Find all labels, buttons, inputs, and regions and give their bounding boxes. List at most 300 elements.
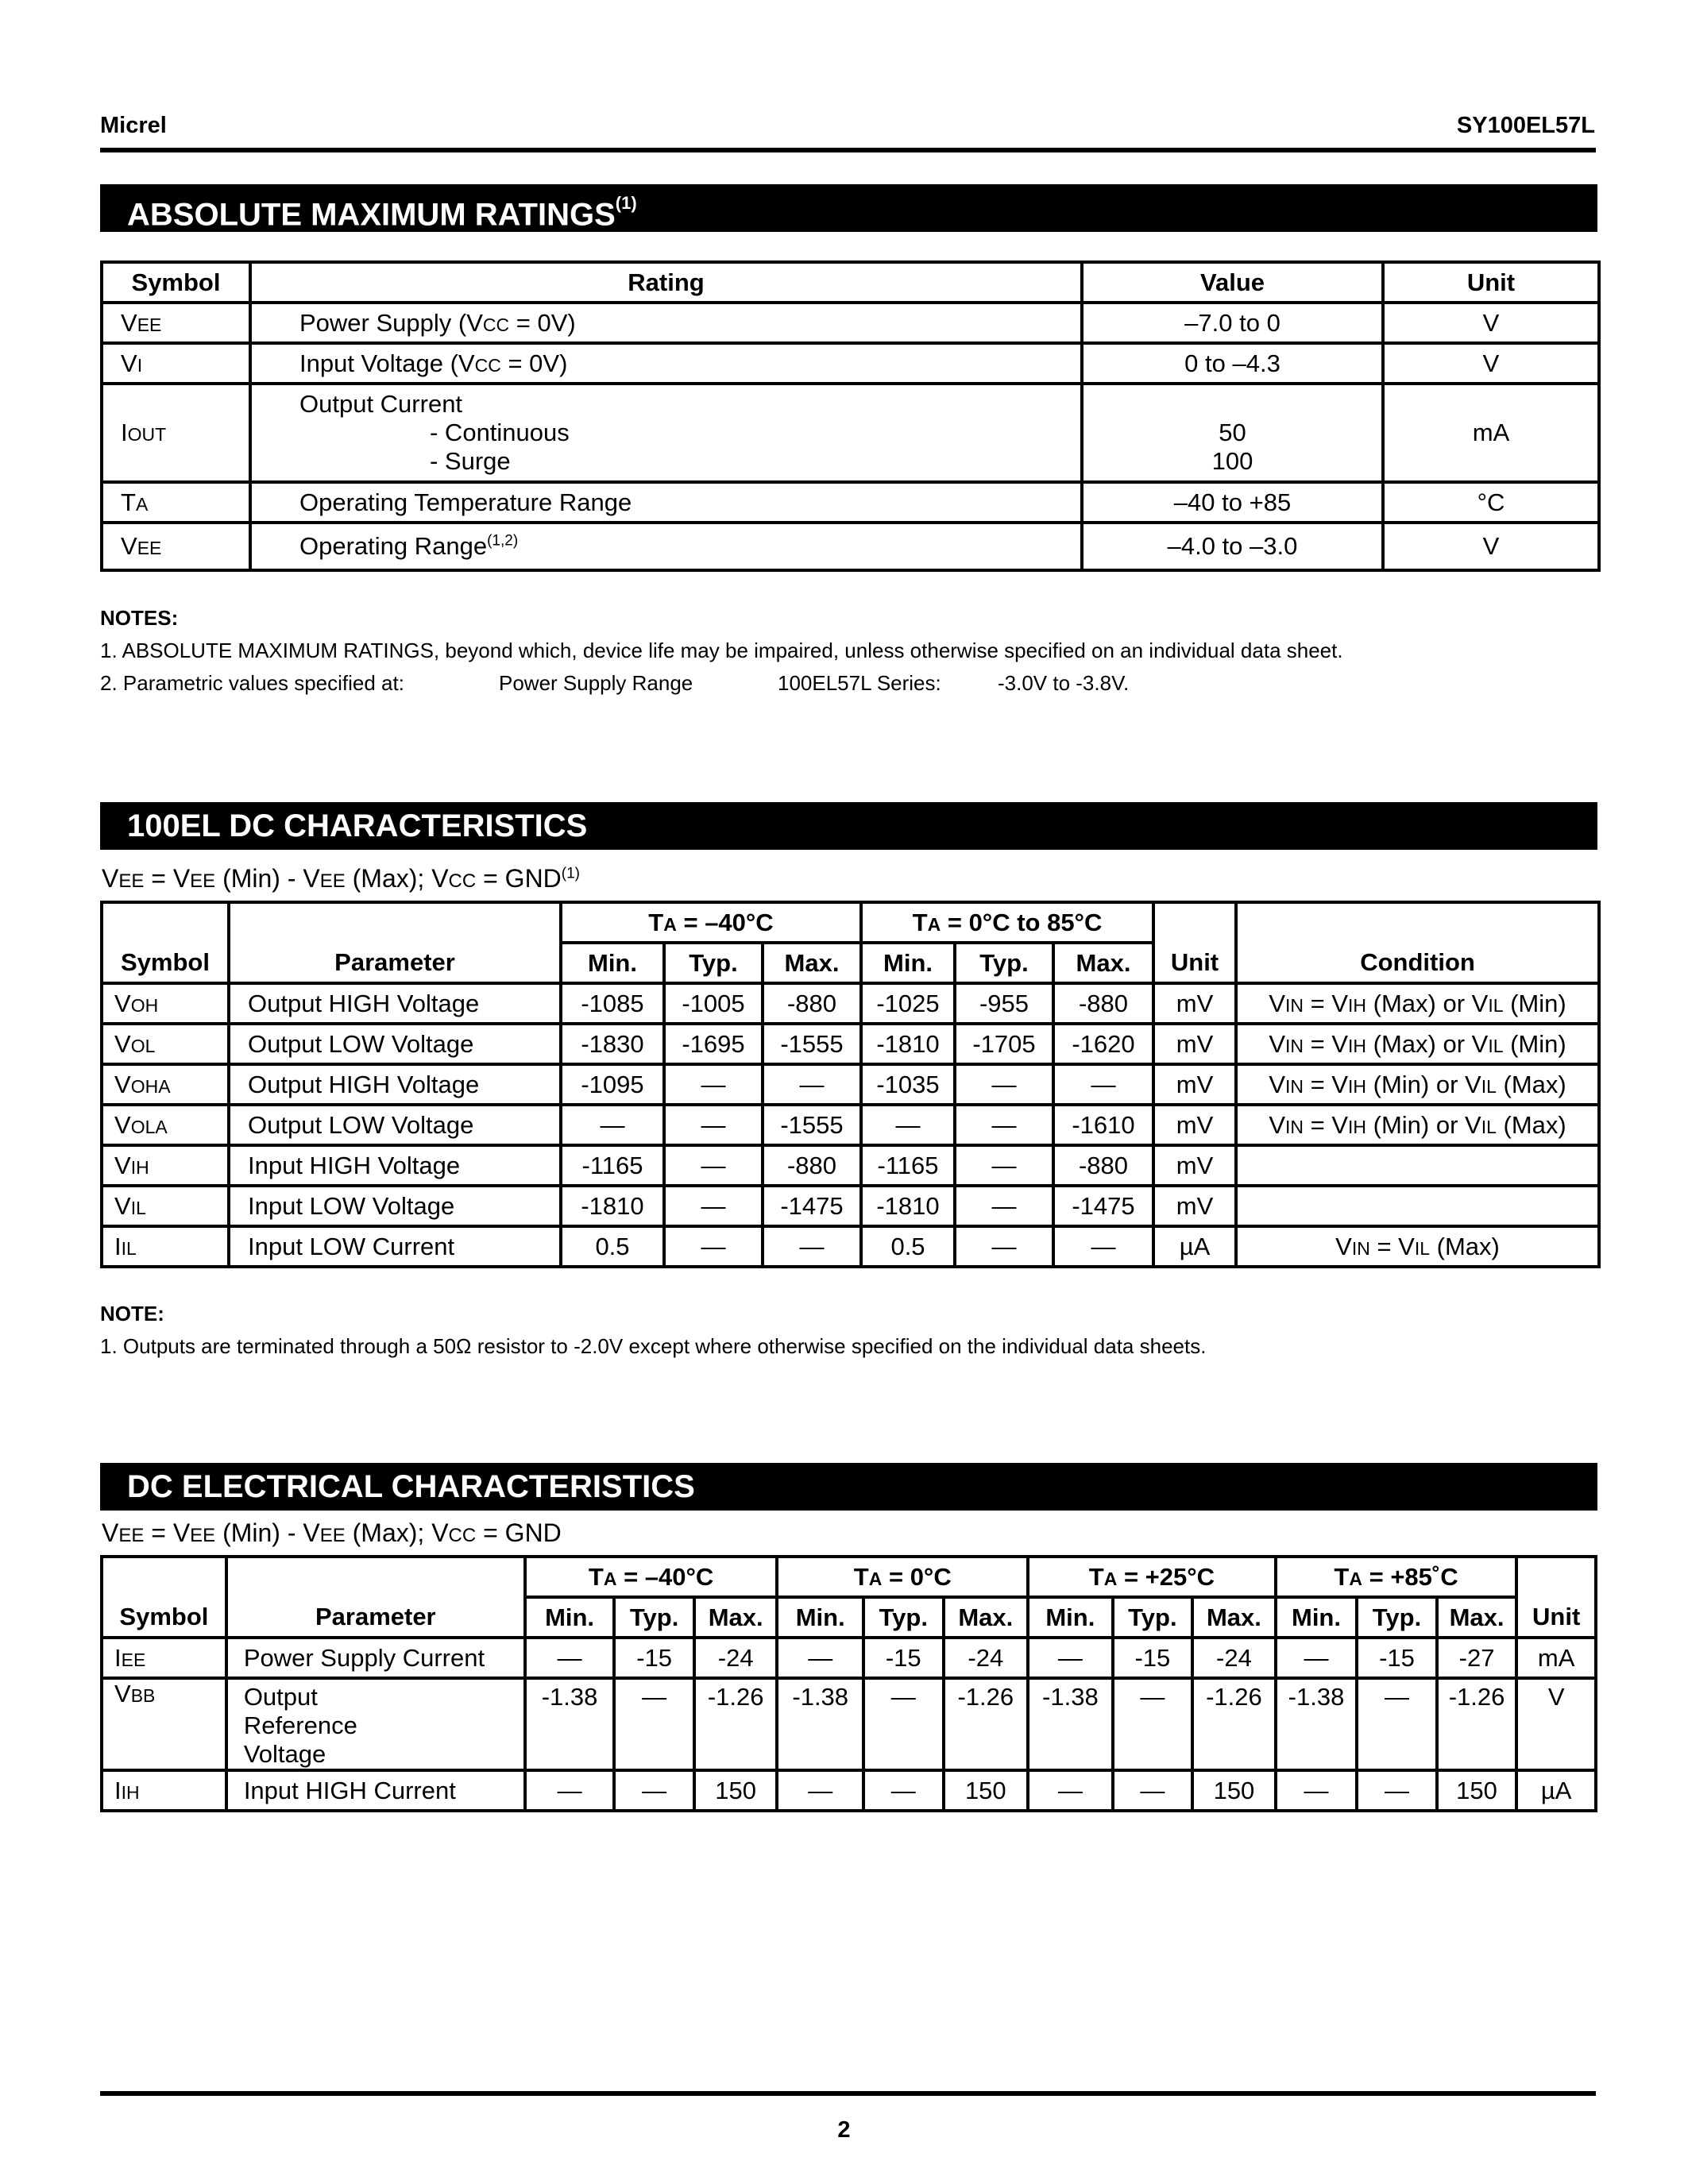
condition-text: V <box>102 1518 119 1547</box>
parameter-cell <box>226 1638 525 1678</box>
parameter-cell <box>229 983 561 1024</box>
col-unit: Unit <box>1153 902 1236 983</box>
table-row <box>102 1105 1599 1145</box>
temp-group-text: T <box>853 1562 869 1591</box>
symbol-sub: IL <box>121 1237 137 1259</box>
value-text: — <box>1385 1776 1410 1804</box>
symbol-sub: OLA <box>130 1116 168 1137</box>
value-cell <box>763 983 861 1024</box>
condition-text: = V <box>1304 1110 1349 1139</box>
value-cell <box>1113 1770 1193 1811</box>
condition-text: (Min) - V <box>215 1518 320 1547</box>
col-typ: Typ. <box>1113 1597 1193 1638</box>
note-1: 1. Outputs are terminated through a 50Ω resistor to -2.0V except where otherwise specified on the individual data sheets. <box>100 1334 1207 1358</box>
table-row <box>102 1064 1599 1105</box>
value-cell <box>1276 1770 1358 1811</box>
unit-text: mA <box>1537 1643 1575 1672</box>
value-text: — <box>1140 1776 1165 1804</box>
unit-text: µA <box>1179 1232 1211 1260</box>
condition-text: = GND <box>476 1518 562 1547</box>
value-cell <box>777 1678 863 1770</box>
dc100el-banner <box>100 802 1597 850</box>
symbol-cell <box>102 482 250 523</box>
value-cell <box>944 1638 1029 1678</box>
symbol-text: T <box>121 488 136 516</box>
unit-text: °C <box>1477 488 1505 516</box>
temp-group-text: = 0°C <box>882 1562 952 1591</box>
value-cell <box>1053 1064 1153 1105</box>
value-text: -1.38 <box>541 1683 598 1711</box>
condition-sub: IL <box>1488 1035 1504 1056</box>
value-cell <box>1192 1770 1276 1811</box>
value-cell <box>763 1024 861 1064</box>
condition-sub: EE <box>319 870 346 892</box>
value-text: -1.26 <box>707 1683 764 1711</box>
symbol-text: V <box>114 1070 131 1098</box>
rating-ref: (1,2) <box>487 532 519 550</box>
value-text: — <box>1057 1643 1083 1672</box>
symbol-text: I <box>114 1643 122 1672</box>
unit-text: V <box>1547 1683 1565 1711</box>
value-text: — <box>701 1191 726 1220</box>
value-text: — <box>701 1070 726 1098</box>
value-text: -24 <box>968 1643 1004 1672</box>
unit-cell <box>1516 1770 1596 1811</box>
note-heading: NOTE: <box>100 1302 164 1325</box>
value-cell <box>763 1186 861 1226</box>
rating-line: - Continuous <box>430 419 570 446</box>
temp-group-0-to-85 <box>861 902 1153 943</box>
unit-cell <box>1383 482 1599 523</box>
value-cell <box>664 1226 763 1267</box>
parameter-text: Output LOW Voltage <box>248 1029 474 1058</box>
condition-text: (Max) <box>1496 1110 1566 1139</box>
table-row <box>102 1186 1599 1226</box>
temp-group-text: T <box>1334 1562 1350 1591</box>
condition-sub: EE <box>118 1525 145 1546</box>
condition-sub: IN <box>1285 1035 1304 1056</box>
value-text: -15 <box>636 1643 673 1672</box>
dc100el-notes <box>100 1298 1206 1363</box>
symbol-sub: OL <box>130 1035 156 1056</box>
unit-text: mV <box>1176 989 1214 1017</box>
symbol-cell <box>102 1678 226 1770</box>
symbol-cell <box>102 1064 229 1105</box>
parameter-text: Output HIGH Voltage <box>248 1070 480 1098</box>
unit-cell <box>1153 983 1236 1024</box>
symbol-sub: BB <box>130 1685 156 1706</box>
condition-sub: IL <box>1488 994 1504 1016</box>
condition-cell <box>1236 1105 1599 1145</box>
condition-sub: IN <box>1285 1116 1304 1137</box>
symbol-cell <box>102 523 250 570</box>
value-text: -880 <box>786 989 837 1017</box>
value-text: 150 <box>1456 1776 1497 1804</box>
value-cell <box>664 983 763 1024</box>
condition-sub: EE <box>118 870 145 892</box>
note-1: 1. ABSOLUTE MAXIMUM RATINGS, beyond which, device life may be impaired, unless otherwise specified on an individual data sheet. <box>100 639 1343 662</box>
temp-group-text: T <box>588 1562 604 1591</box>
value-text: — <box>991 1110 1017 1139</box>
symbol-sub: A <box>135 493 149 515</box>
page-number: 2 <box>837 2117 851 2143</box>
table-row <box>102 482 1599 523</box>
temp-group-plus25 <box>1028 1557 1276 1597</box>
dc100el-title: 100EL DC CHARACTERISTICS <box>127 808 588 843</box>
value-cell <box>861 1145 955 1186</box>
value-cell <box>861 1186 955 1226</box>
rating-text: Operating Range <box>299 532 488 560</box>
temp-group-sub: A <box>868 1568 883 1589</box>
condition-text: = V <box>144 1518 191 1547</box>
value-text: -1830 <box>581 1029 644 1058</box>
value-cell <box>955 1186 1053 1226</box>
value-text: –4.0 to –3.0 <box>1167 532 1298 560</box>
unit-text: mV <box>1176 1029 1214 1058</box>
note-2 <box>100 667 1343 700</box>
temp-group-sub: A <box>603 1568 617 1589</box>
symbol-cell <box>102 1186 229 1226</box>
col-parameter: Parameter <box>229 902 561 983</box>
symbol-text: V <box>114 1029 131 1058</box>
condition-text: (Min) or V <box>1366 1070 1481 1098</box>
condition-sub: IH <box>1348 994 1367 1016</box>
value-text: -1620 <box>1072 1029 1135 1058</box>
value-cell <box>561 1186 664 1226</box>
note-2-text: 2. Parametric values specified at: <box>100 671 404 695</box>
parameter-cell <box>229 1105 561 1145</box>
value-cell <box>525 1770 615 1811</box>
condition-sub: IN <box>1285 1075 1304 1097</box>
value-text: -1095 <box>581 1070 644 1098</box>
parameter-cell <box>229 1024 561 1064</box>
dcelec-title: DC ELECTRICAL CHARACTERISTICS <box>127 1469 695 1504</box>
condition-text: V <box>1269 1110 1285 1139</box>
value-text: -1.26 <box>1206 1683 1262 1711</box>
value-cell <box>863 1638 944 1678</box>
value-text: -27 <box>1458 1643 1495 1672</box>
value-text: -1025 <box>876 989 940 1017</box>
condition-text: = GND <box>476 864 562 893</box>
condition-cell <box>1236 1145 1599 1186</box>
value-text: — <box>808 1776 833 1804</box>
rating-text: Input Voltage (V <box>299 349 475 377</box>
col-min: Min. <box>777 1597 863 1638</box>
notes-heading: NOTES: <box>100 606 179 630</box>
amr-banner <box>100 184 1597 232</box>
parameter-cell <box>229 1226 561 1267</box>
symbol-sub: OHA <box>130 1075 171 1097</box>
value-cell <box>1192 1678 1276 1770</box>
note-2-range: Power Supply Range <box>499 671 693 695</box>
condition-sub: EE <box>319 1525 346 1546</box>
condition-sub: IN <box>1285 994 1304 1016</box>
value-text: -955 <box>979 989 1029 1017</box>
symbol-text: I <box>121 419 128 446</box>
table-row <box>102 384 1599 482</box>
value-cell <box>763 1064 861 1105</box>
rating-text: = 0V) <box>509 308 576 337</box>
value-cell <box>955 1064 1053 1105</box>
value-text: — <box>1385 1683 1410 1711</box>
value-cell <box>1053 1105 1153 1145</box>
value-cell <box>861 1105 955 1145</box>
amr-table-body <box>102 303 1599 570</box>
value-cell <box>955 1145 1053 1186</box>
parameter-cell <box>229 1064 561 1105</box>
condition-text: V <box>1335 1232 1352 1260</box>
part-number: SY100EL57L <box>1456 113 1595 138</box>
value-text: — <box>701 1151 726 1179</box>
symbol-sub: EE <box>137 538 162 558</box>
col-max: Max. <box>1053 943 1153 983</box>
symbol-text: V <box>114 1110 131 1139</box>
value-text: — <box>701 1232 726 1260</box>
condition-sub: EE <box>190 1525 216 1546</box>
value-text: 150 <box>964 1776 1006 1804</box>
temp-group-sub: A <box>927 913 941 935</box>
condition-text: V <box>1269 1029 1285 1058</box>
temp-group-plus85 <box>1276 1557 1517 1597</box>
value-cell <box>944 1678 1029 1770</box>
condition-text: (Min) or V <box>1366 1110 1481 1139</box>
header-rule <box>100 148 1596 152</box>
value-cell <box>763 1226 861 1267</box>
unit-cell <box>1153 1105 1236 1145</box>
col-condition: Condition <box>1236 902 1599 983</box>
temp-group-text: T <box>1088 1562 1104 1591</box>
unit-cell <box>1153 1145 1236 1186</box>
temp-group-sub: A <box>663 913 677 935</box>
rating-cell <box>250 343 1082 384</box>
symbol-cell <box>102 1226 229 1267</box>
parameter-text: Input LOW Current <box>248 1232 455 1260</box>
value-cell <box>1357 1638 1437 1678</box>
value-text: — <box>600 1110 625 1139</box>
value-text: -1.38 <box>792 1683 849 1711</box>
col-value: Value <box>1082 262 1383 303</box>
value-cell <box>763 1105 861 1145</box>
dc-electrical-characteristics-table <box>100 1555 1597 1812</box>
temp-group-text: = 0°C to 85°C <box>941 908 1103 936</box>
value-cell <box>664 1145 763 1186</box>
value-cell <box>763 1145 861 1186</box>
col-min: Min. <box>1028 1597 1113 1638</box>
rating-sub: CC <box>482 314 510 335</box>
dcelec-condition <box>102 1518 562 1548</box>
value-cell <box>614 1678 694 1770</box>
dc-characteristics-100el-table <box>100 901 1601 1268</box>
symbol-cell <box>102 1105 229 1145</box>
unit-cell <box>1516 1678 1596 1770</box>
value-text: — <box>557 1643 582 1672</box>
condition-sub: IH <box>1348 1116 1367 1137</box>
value-text: — <box>895 1110 921 1139</box>
rating-cell <box>250 303 1082 343</box>
unit-cell <box>1153 1226 1236 1267</box>
value-cell <box>1053 1024 1153 1064</box>
unit-text: V <box>1482 349 1500 377</box>
value-line <box>1088 390 1377 419</box>
value-cell <box>777 1770 863 1811</box>
condition-text: = V <box>1304 1029 1349 1058</box>
value-cell <box>1357 1678 1437 1770</box>
unit-cell <box>1383 523 1599 570</box>
col-unit: Unit <box>1383 262 1599 303</box>
value-cell <box>863 1770 944 1811</box>
parameter-text: Input HIGH Current <box>243 1776 456 1804</box>
value-text: -880 <box>1078 1151 1129 1179</box>
value-cell <box>525 1638 615 1678</box>
rating-text: Power Supply (V <box>299 308 483 337</box>
value-text: -1475 <box>1072 1191 1135 1220</box>
dcelec-table-body <box>102 1638 1596 1811</box>
rating-line: Output Current <box>299 390 463 418</box>
condition-text: (Max) or V <box>1366 1029 1489 1058</box>
condition-text: V <box>102 864 119 893</box>
condition-text: (Min) - V <box>215 864 320 893</box>
symbol-text: V <box>121 349 137 377</box>
col-symbol: Symbol <box>102 1557 226 1638</box>
temp-group-text: = –40°C <box>616 1562 714 1591</box>
rating-cell <box>250 523 1082 570</box>
rating-text: = 0V) <box>500 349 568 377</box>
condition-sub: CC <box>448 870 477 892</box>
value-text: — <box>1091 1232 1116 1260</box>
col-max: Max. <box>763 943 861 983</box>
value-cell <box>1192 1638 1276 1678</box>
value-cell <box>1053 1145 1153 1186</box>
value-text: -880 <box>786 1151 837 1179</box>
value-cell <box>1276 1678 1358 1770</box>
value-cell <box>664 1186 763 1226</box>
value-text: –40 to +85 <box>1173 488 1292 516</box>
value-text: 150 <box>715 1776 757 1804</box>
col-min: Min. <box>1276 1597 1358 1638</box>
value-text: 150 <box>1213 1776 1255 1804</box>
value-line: 100 <box>1211 447 1253 475</box>
unit-text: mA <box>1472 419 1510 446</box>
value-cell <box>955 1024 1053 1064</box>
value-text: -24 <box>1216 1643 1252 1672</box>
col-typ: Typ. <box>955 943 1053 983</box>
value-cell <box>861 1024 955 1064</box>
condition-text: = V <box>1369 1232 1415 1260</box>
rating-line: - Surge <box>430 447 511 475</box>
value-cell <box>1053 1186 1153 1226</box>
value-text: -1705 <box>972 1029 1036 1058</box>
unit-cell <box>1383 384 1599 482</box>
absolute-maximum-ratings-table <box>100 260 1601 572</box>
condition-text: (Max); V <box>345 1518 449 1547</box>
value-text: -1810 <box>581 1191 644 1220</box>
condition-cell <box>1236 1226 1599 1267</box>
value-text: — <box>1057 1776 1083 1804</box>
unit-text: V <box>1482 532 1500 560</box>
value-text: -15 <box>885 1643 921 1672</box>
value-cell <box>694 1638 778 1678</box>
amr-notes <box>100 602 1343 700</box>
value-cell <box>1082 343 1383 384</box>
value-cell <box>1082 523 1383 570</box>
condition-text: (Min) <box>1503 989 1566 1017</box>
symbol-sub: IH <box>130 1156 149 1178</box>
value-text: -1005 <box>682 989 745 1017</box>
table-row <box>102 983 1599 1024</box>
amr-title-ref: (1) <box>615 193 637 213</box>
table-row <box>102 1638 1596 1678</box>
value-text: -1810 <box>876 1029 940 1058</box>
value-text: — <box>642 1776 667 1804</box>
value-text: — <box>1140 1683 1165 1711</box>
value-text: –7.0 to 0 <box>1184 308 1280 337</box>
symbol-cell <box>102 1024 229 1064</box>
value-text: -1810 <box>876 1191 940 1220</box>
value-cell <box>1437 1638 1517 1678</box>
symbol-cell <box>102 983 229 1024</box>
value-cell <box>614 1638 694 1678</box>
value-cell <box>694 1678 778 1770</box>
temp-group-sub: A <box>1349 1568 1362 1589</box>
value-text: -1475 <box>780 1191 844 1220</box>
value-line: 50 <box>1219 419 1246 446</box>
col-min: Min. <box>561 943 664 983</box>
value-text: 0 to –4.3 <box>1184 349 1280 377</box>
parameter-text: Input LOW Voltage <box>248 1191 455 1220</box>
col-symbol: Symbol <box>102 902 229 983</box>
value-cell <box>664 1105 763 1145</box>
condition-cell <box>1236 1186 1599 1226</box>
condition-text: V <box>1269 1070 1285 1098</box>
value-text: 0.5 <box>595 1232 630 1260</box>
unit-cell <box>1383 303 1599 343</box>
condition-sub: CC <box>448 1525 477 1546</box>
condition-sub: IH <box>1348 1035 1367 1056</box>
unit-text: mV <box>1176 1110 1214 1139</box>
unit-text: mV <box>1176 1070 1214 1098</box>
value-cell <box>1053 1226 1153 1267</box>
parameter-cell <box>229 1186 561 1226</box>
condition-text: (Max); V <box>345 864 449 893</box>
symbol-cell <box>102 384 250 482</box>
col-max: Max. <box>944 1597 1029 1638</box>
value-text: — <box>991 1232 1017 1260</box>
value-cell <box>861 983 955 1024</box>
value-text: -1555 <box>780 1110 844 1139</box>
value-text: -1.38 <box>1042 1683 1099 1711</box>
value-text: -1035 <box>876 1070 940 1098</box>
value-text: -1555 <box>780 1029 844 1058</box>
table-row <box>102 1226 1599 1267</box>
dc100el-table-body <box>102 983 1599 1267</box>
unit-cell <box>1516 1638 1596 1678</box>
note-2-value: -3.0V to -3.8V. <box>998 671 1130 695</box>
value-cell <box>863 1678 944 1770</box>
value-cell <box>664 1064 763 1105</box>
value-cell <box>955 1226 1053 1267</box>
value-cell <box>1437 1678 1517 1770</box>
value-cell <box>561 1145 664 1186</box>
table-row <box>102 1024 1599 1064</box>
symbol-sub: IL <box>130 1197 146 1218</box>
unit-text: mV <box>1176 1191 1214 1220</box>
value-text: -1085 <box>581 989 644 1017</box>
value-cell <box>694 1770 778 1811</box>
value-cell <box>561 1024 664 1064</box>
value-text: -1695 <box>682 1029 745 1058</box>
symbol-text: V <box>114 1151 131 1179</box>
value-cell <box>525 1678 615 1770</box>
